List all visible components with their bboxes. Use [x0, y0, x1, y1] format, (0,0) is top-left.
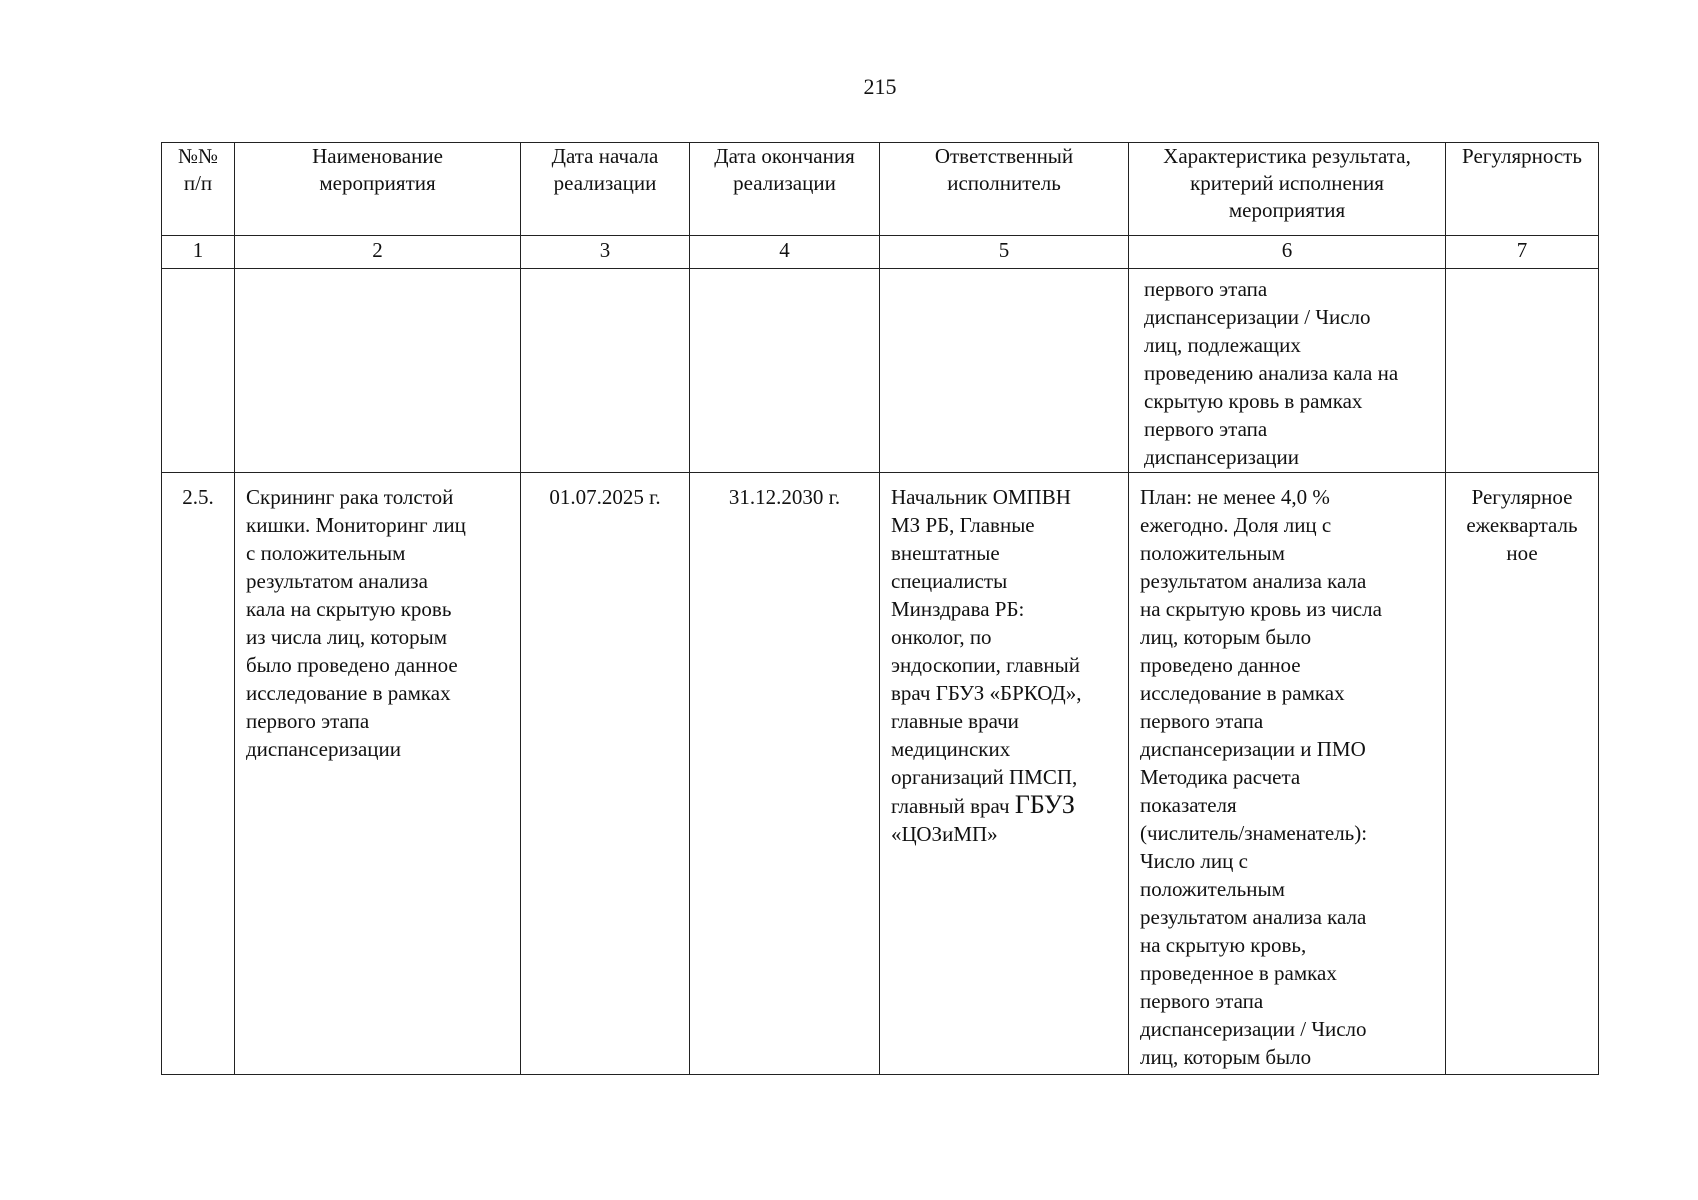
activity-name-cell: Скрининг рака толстой кишки. Мониторинг лиц с положительным результатом анализа кала на скрытую кровь из числа лиц, которым было проведено данное исследование в рамках первого этапа диспансеризации [235, 473, 521, 1075]
header-end-date: Дата окончания реализации [690, 143, 880, 236]
header-responsible: Ответственный исполнитель [880, 143, 1129, 236]
column-number: 4 [690, 236, 880, 269]
end-date-cell: 31.12.2030 г. [690, 473, 880, 1075]
header-regularity: Регулярность [1446, 143, 1599, 236]
table-header-row [162, 143, 1599, 236]
page-number: 215 [863, 74, 897, 99]
column-number: 2 [235, 236, 521, 269]
empty-cell [162, 269, 235, 473]
header-number: №№ п/п [162, 143, 235, 236]
column-number: 6 [1129, 236, 1446, 269]
empty-cell [880, 269, 1129, 473]
header-start-date: Дата начала реализации [521, 143, 690, 236]
row-number: 2.5. [162, 473, 235, 1075]
regularity-cell: Регулярное ежекварталь ное [1446, 473, 1599, 1075]
responsible-text: Начальник ОМПВН МЗ РБ, Главные внештатные специалисты Минздрава РБ: онколог, по эндоскопии, главный врач ГБУЗ «БРКОД», главные врачи медицинских организаций ПМСП, главный врач [891, 485, 1082, 818]
column-number: 5 [880, 236, 1129, 269]
empty-cell [521, 269, 690, 473]
column-number: 7 [1446, 236, 1599, 269]
empty-cell [235, 269, 521, 473]
table-row-continuation [162, 269, 1599, 473]
start-date-cell: 01.07.2025 г. [521, 473, 690, 1075]
empty-cell [1446, 269, 1599, 473]
column-number: 1 [162, 236, 235, 269]
header-activity-name: Наименование мероприятия [235, 143, 521, 236]
table-row-2-5 [162, 473, 1599, 1075]
column-number: 3 [521, 236, 690, 269]
header-result: Характеристика результата, критерий исполнения мероприятия [1129, 143, 1446, 236]
result-cell: План: не менее 4,0 % ежегодно. Доля лиц с положительным результатом анализа кала на скрытую кровь из числа лиц, которым было проведено данное исследование в рамках первого этапа диспансеризации и ПМО Методика расчета показателя (числитель/знаменатель): Число лиц с положительным результатом анализа кала на скрытую кровь, проведенное в рамках первого этапа диспансеризации / Число лиц, которым было [1129, 473, 1446, 1075]
result-cell: первого этапа диспансеризации / Число лиц, подлежащих проведению анализа кала на скрытую кровь в рамках первого этапа диспансеризации [1129, 269, 1446, 473]
column-number-row [162, 236, 1599, 269]
empty-cell [690, 269, 880, 473]
responsible-cell [880, 473, 1129, 1075]
activities-table [161, 142, 1599, 1075]
responsible-text-tail: «ЦОЗиМП» [891, 822, 998, 846]
responsible-org-word: ГБУЗ [1014, 790, 1075, 819]
